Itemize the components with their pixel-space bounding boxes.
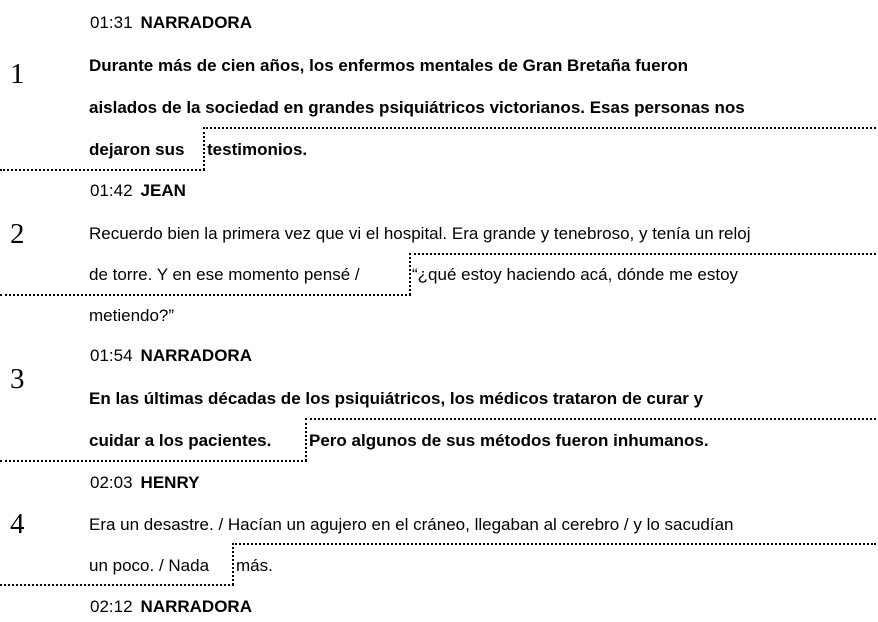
subtitle-line: metiendo?” — [89, 306, 175, 325]
speaker-name: NARRADORA — [140, 597, 252, 616]
timecode-header — [90, 473, 199, 493]
subtitle-line: cuidar a los pacientes. — [89, 431, 272, 450]
subtitle-line: testimonios. — [207, 140, 308, 159]
timecode-header — [90, 597, 252, 617]
subtitle-line: de torre. Y en ese momento pensé / — [89, 265, 360, 284]
speaker-name: JEAN — [140, 181, 186, 200]
segment-number: 2 — [10, 218, 25, 250]
segment-number: 4 — [10, 508, 25, 540]
segment-divider — [0, 584, 234, 586]
subtitle-line: más. — [236, 556, 273, 575]
timecode: 02:12 — [90, 597, 133, 616]
subtitle-line: Era un desastre. / Hacían un agujero en el cráneo, llegaban al cerebro / y lo sacudían — [89, 515, 734, 534]
subtitle-line: Recuerdo bien la primera vez que vi el hospital. Era grande y tenebroso, y tenía un reloj — [89, 224, 751, 243]
timecode-header — [90, 13, 252, 33]
speaker-name: NARRADORA — [140, 346, 252, 365]
timecode: 01:54 — [90, 346, 133, 365]
segment-divider — [305, 418, 307, 461]
subtitle-line: dejaron sus — [89, 140, 185, 159]
segment-divider — [232, 543, 876, 545]
segment-divider — [0, 169, 205, 171]
subtitle-line: Durante más de cien años, los enfermos mentales de Gran Bretaña fueron — [89, 56, 688, 75]
timecode-header — [90, 346, 252, 366]
segment-number: 1 — [10, 58, 25, 90]
subtitle-line: “¿qué estoy haciendo acá, dónde me estoy — [412, 265, 739, 284]
segment-divider — [0, 294, 411, 296]
segment-divider — [305, 418, 876, 420]
speaker-name: HENRY — [140, 473, 200, 492]
speaker-name: NARRADORA — [140, 13, 252, 32]
subtitle-line: un poco. / Nada — [89, 556, 210, 575]
timecode-header — [90, 181, 186, 201]
segment-divider — [409, 253, 411, 295]
segment-divider — [203, 127, 205, 170]
segment-divider — [203, 127, 876, 129]
segment-number: 3 — [10, 363, 25, 395]
subtitle-line: En las últimas décadas de los psiquiátricos, los médicos trataron de curar y — [89, 389, 704, 408]
timecode: 02:03 — [90, 473, 133, 492]
subtitle-line: Pero algunos de sus métodos fueron inhumanos. — [309, 431, 709, 450]
segment-divider — [409, 253, 876, 255]
segment-divider — [0, 460, 307, 462]
timecode: 01:42 — [90, 181, 133, 200]
segment-divider — [232, 543, 234, 585]
subtitle-line: aislados de la sociedad en grandes psiquiátricos victorianos. Esas personas nos — [89, 98, 745, 117]
timecode: 01:31 — [90, 13, 133, 32]
